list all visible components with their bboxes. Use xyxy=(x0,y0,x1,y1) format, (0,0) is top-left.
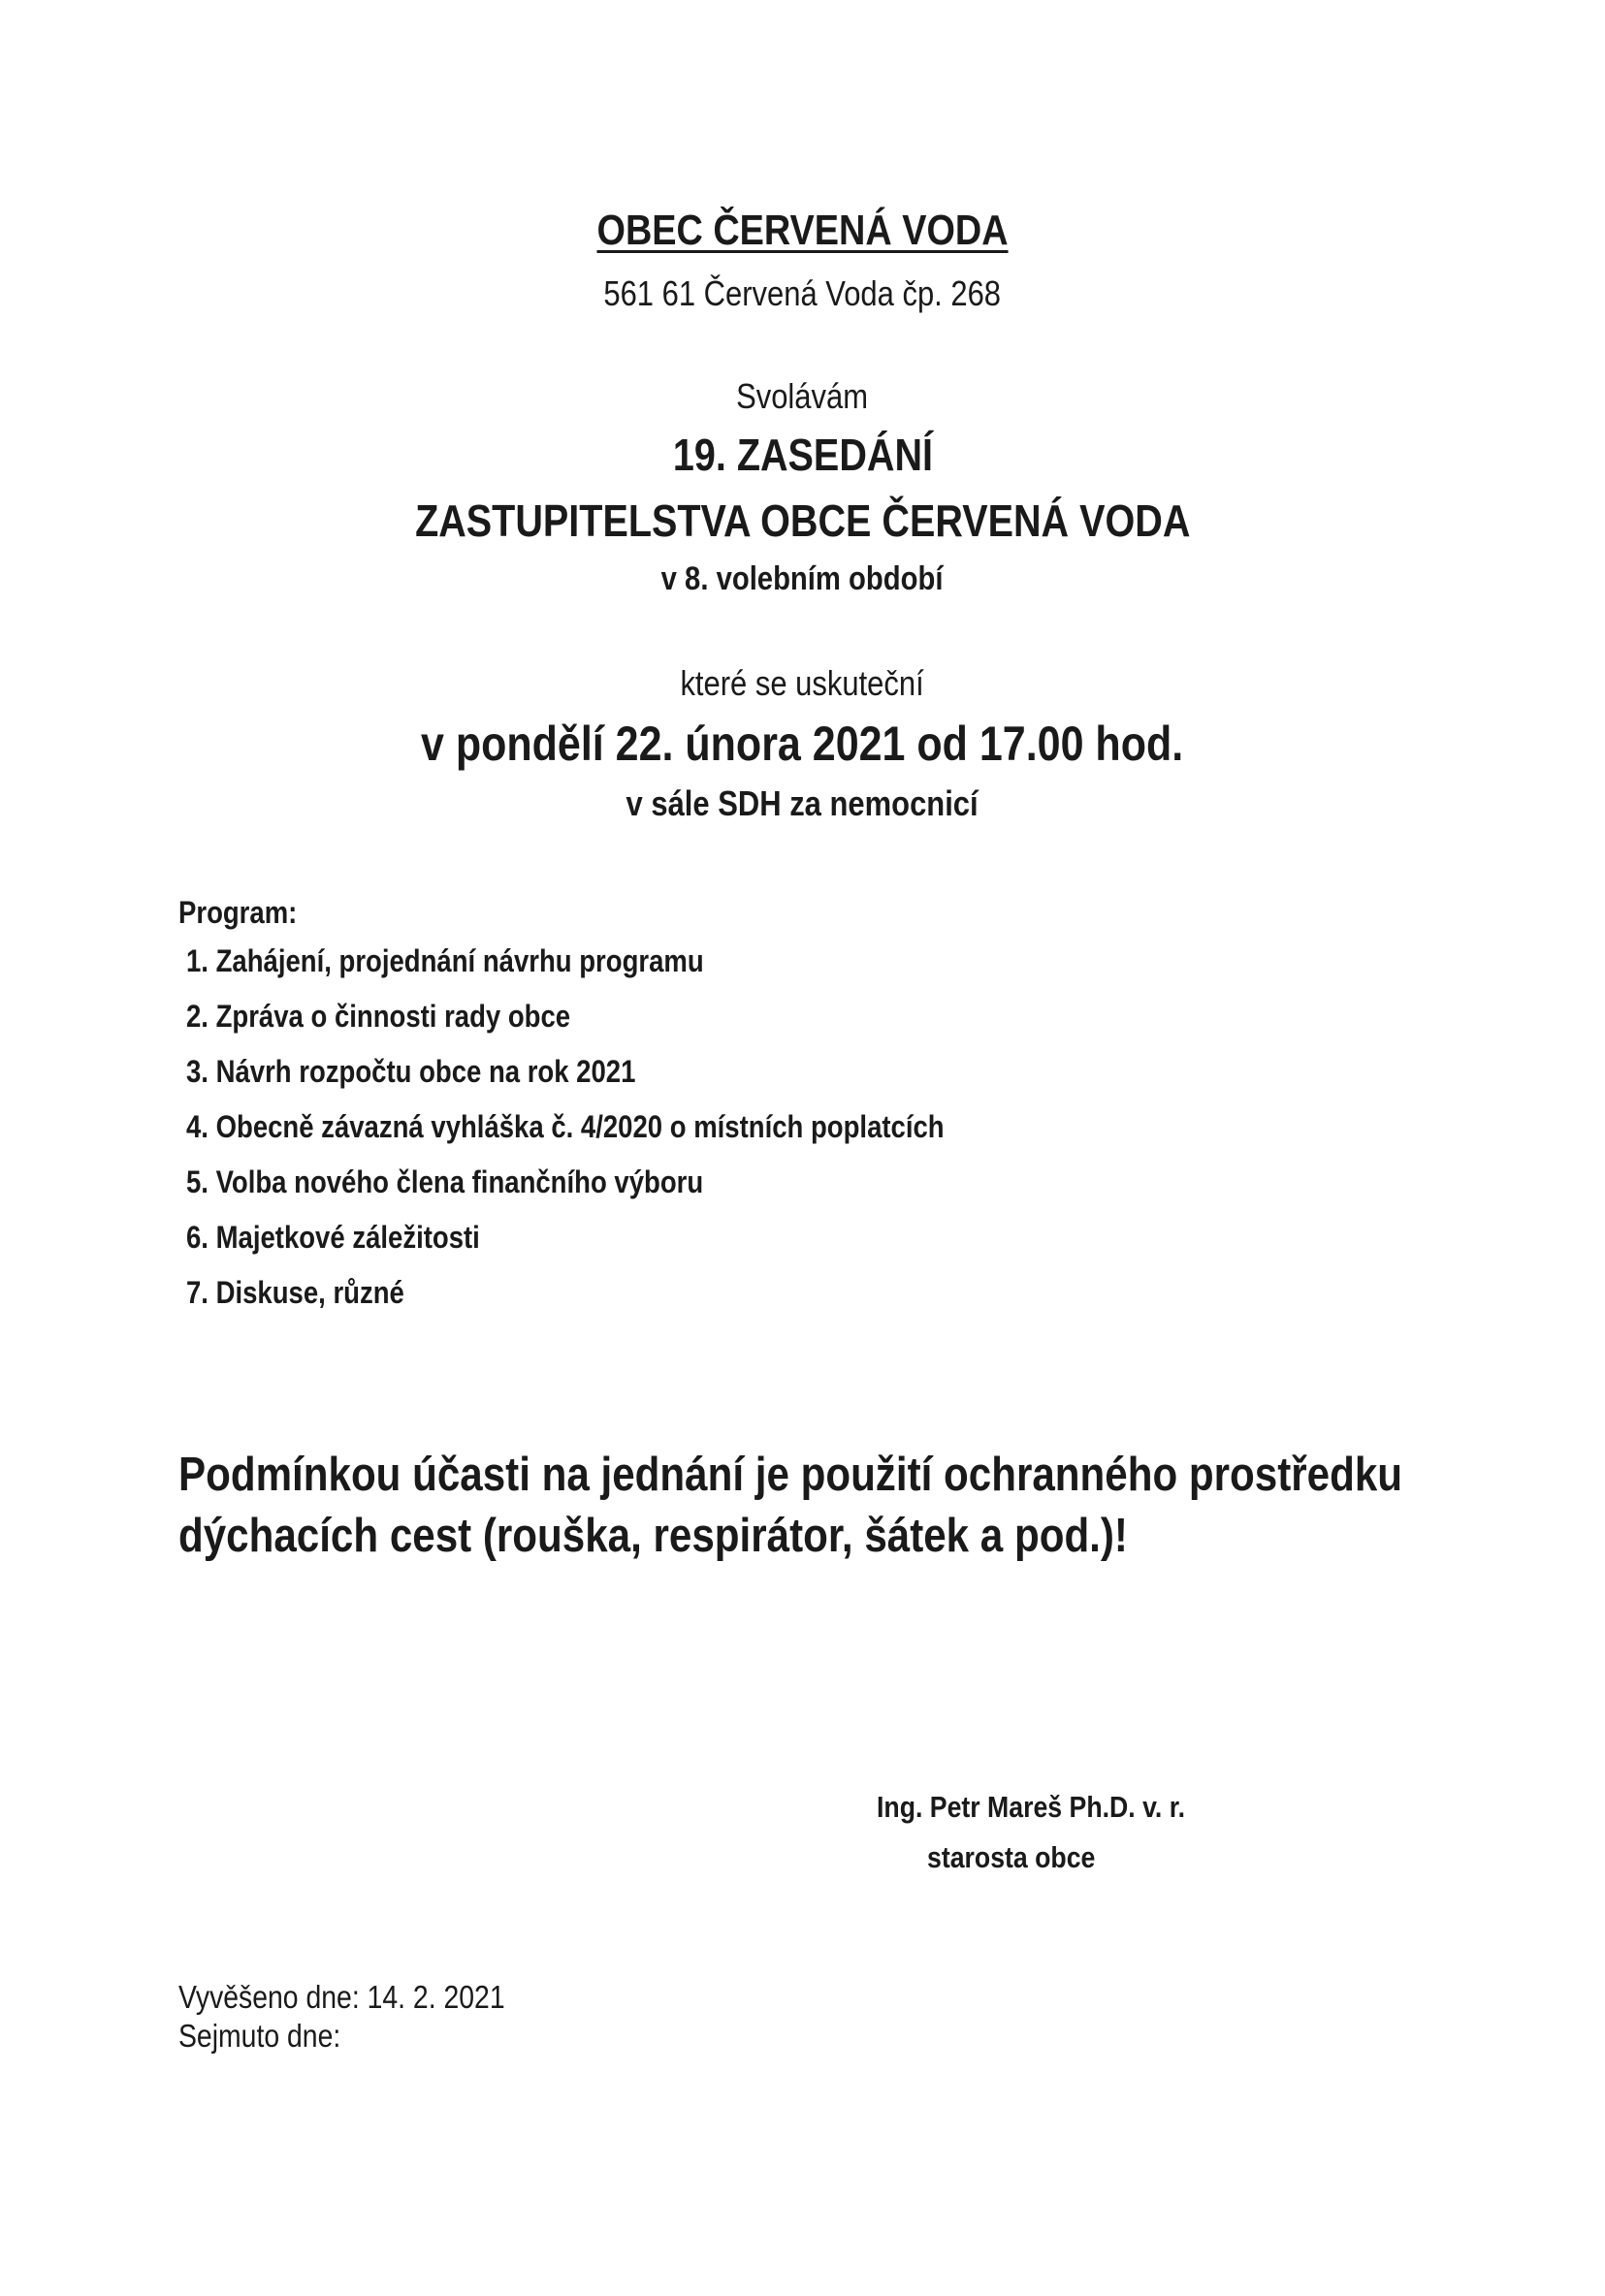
org-address: 561 61 Červená Voda čp. 268 xyxy=(603,273,1002,313)
posted-date: Vyvěšeno dne: 14. 2. 2021 xyxy=(178,1979,505,2015)
list-item: 2. Zpráva o činnosti rady obce xyxy=(186,999,571,1034)
signatory-name: Ing. Petr Mareš Ph.D. v. r. xyxy=(877,1790,1186,1824)
removed-date: Sejmuto dne: xyxy=(178,2018,341,2054)
list-item: 1. Zahájení, projednání návrhu programu xyxy=(186,943,704,978)
attendance-notice: Podmínkou účasti na jednání je použití ochranného prostředku dýchacích cest (rouška, respirátor, šátek a pod.)! xyxy=(178,1449,1403,1562)
posting-info xyxy=(178,1978,558,2056)
meeting-intro: které se uskuteční xyxy=(680,663,925,703)
meeting-title-line1: 19. ZASEDÁNÍ xyxy=(672,430,933,480)
list-item: 6. Majetkové záležitosti xyxy=(186,1220,480,1255)
meeting-datetime: v pondělí 22. února 2021 od 17.00 hod. xyxy=(421,717,1184,771)
meeting-place: v sále SDH za nemocnicí xyxy=(626,783,979,823)
list-item: 7. Diskuse, různé xyxy=(186,1275,404,1310)
org-name: OBEC ČERVENÁ VODA xyxy=(596,207,1009,254)
meeting-title-line2: ZASTUPITELSTVA OBCE ČERVENÁ VODA xyxy=(414,495,1191,546)
list-item: 4. Obecně závazná vyhláška č. 4/2020 o místních poplatcích xyxy=(186,1109,945,1144)
program-list xyxy=(178,937,1245,1323)
program-section xyxy=(178,888,1245,1323)
electoral-term: v 8. volebním období xyxy=(661,560,944,597)
convene-verb: Svolávám xyxy=(736,376,869,416)
list-item: 5. Volba nového člena finančního výboru xyxy=(186,1164,704,1199)
signature-block xyxy=(877,1782,1236,1883)
list-item: 3. Návrh rozpočtu obce na rok 2021 xyxy=(186,1054,636,1089)
signatory-role: starosta obce xyxy=(927,1840,1096,1874)
program-title: Program: xyxy=(178,895,298,930)
